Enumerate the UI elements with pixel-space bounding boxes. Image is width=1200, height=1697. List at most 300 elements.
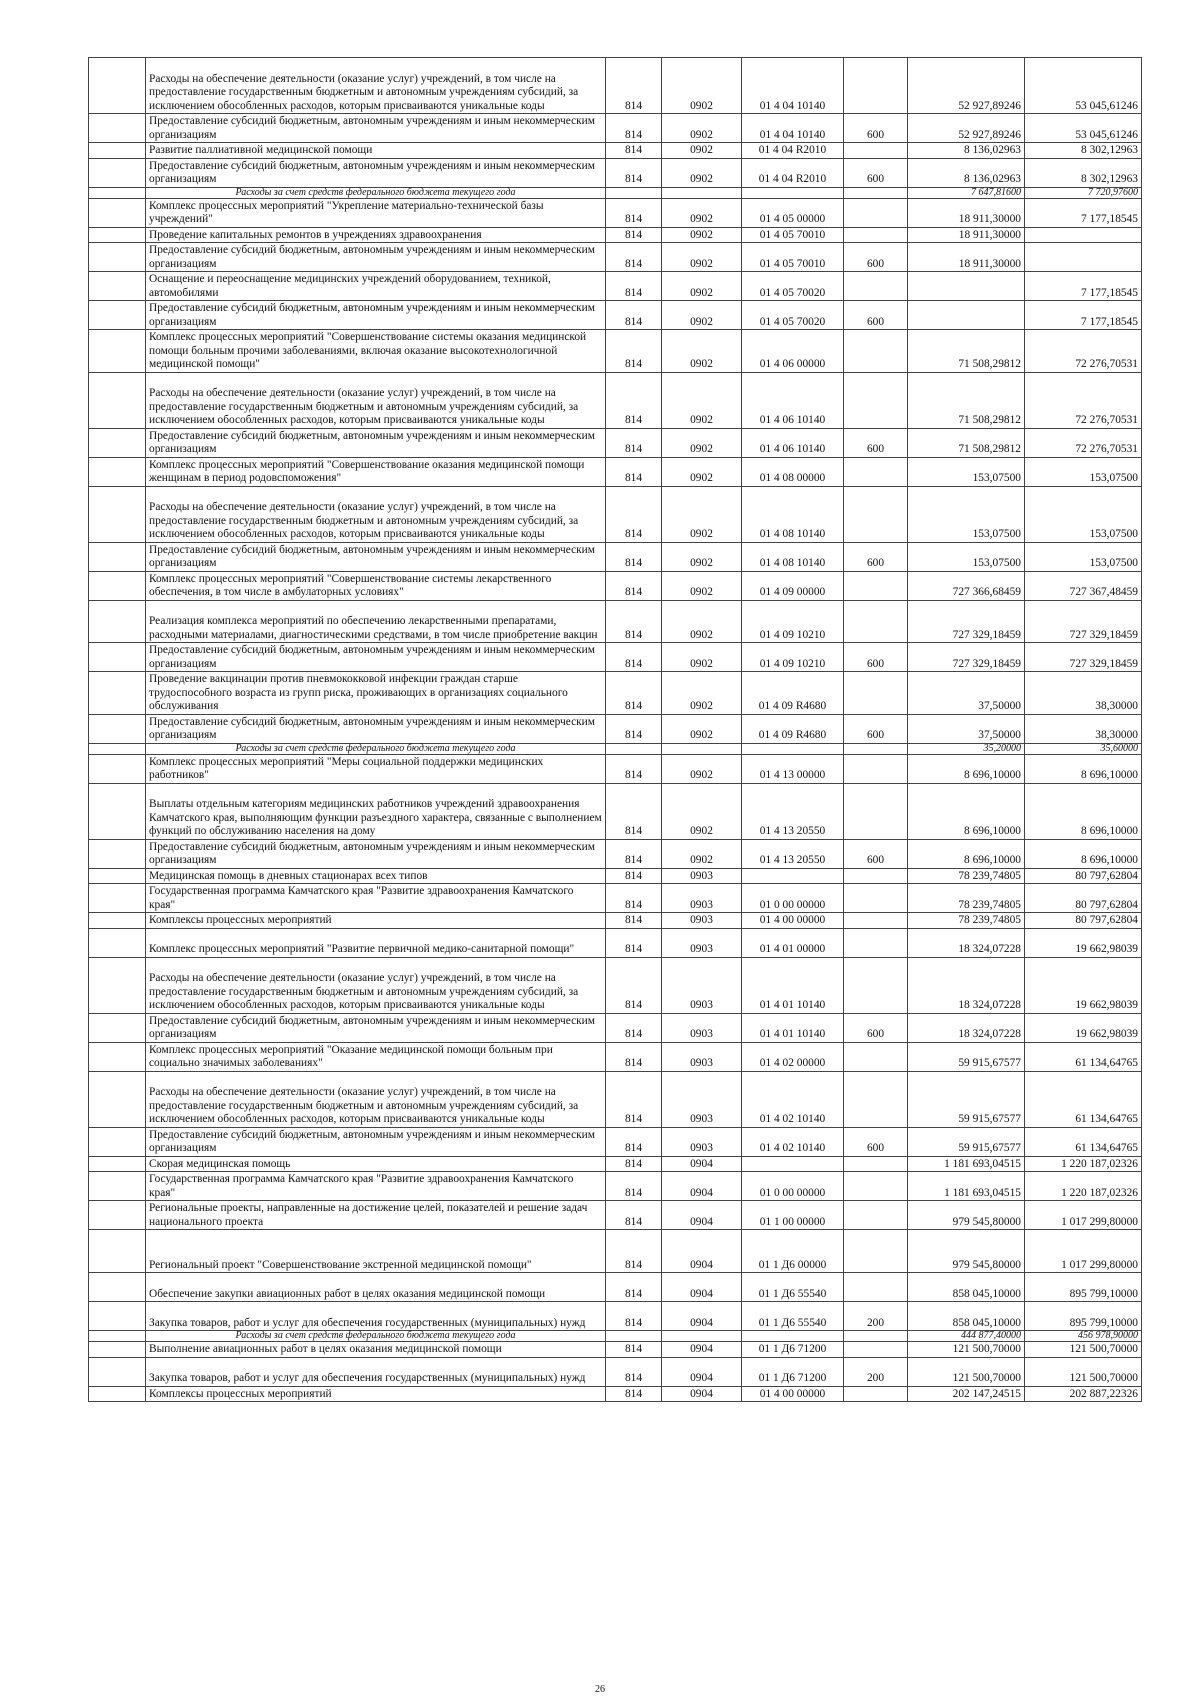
table-row (89, 600, 1142, 643)
row-amount-year2: 1 220 187,02326 (1025, 1156, 1142, 1172)
row-blank-cell (89, 643, 146, 672)
row-target-code: 01 4 09 10210 (742, 600, 844, 643)
row-expense-type (844, 1042, 908, 1071)
row-amount-year2: 1 017 299,80000 (1025, 1201, 1142, 1230)
row-description: Комплекс процессных мероприятий "Развитие первичной медико-санитарной помощи" (146, 928, 606, 957)
row-blank-cell (89, 1230, 146, 1273)
row-admin-code: 814 (606, 783, 662, 839)
row-target-code: 01 4 00 00000 (742, 913, 844, 929)
row-target-code: 01 4 13 00000 (742, 754, 844, 783)
row-amount-year2: 53 045,61246 (1025, 58, 1142, 114)
row-expense-type: 600 (844, 158, 908, 187)
row-expense-type (844, 1386, 908, 1402)
federal-budget-row (89, 1331, 1142, 1342)
page-number: 26 (595, 1684, 605, 1695)
row-amount-year1: 727 329,18459 (908, 643, 1025, 672)
row-admin-code: 814 (606, 1013, 662, 1042)
row-section-code: 0902 (662, 643, 742, 672)
table-row (89, 1172, 1142, 1201)
row-amount-year2: 80 797,62804 (1025, 868, 1142, 884)
row-target-code (742, 1156, 844, 1172)
row-amount-year1: 7 647,81600 (908, 187, 1025, 198)
row-blank-cell (89, 672, 146, 715)
row-target-code: 01 4 01 10140 (742, 1013, 844, 1042)
row-amount-year1: 59 915,67577 (908, 1071, 1025, 1127)
row-amount-year1: 858 045,10000 (908, 1273, 1025, 1302)
table-row (89, 198, 1142, 227)
row-amount-year1: 37,50000 (908, 714, 1025, 743)
row-blank-cell (89, 1386, 146, 1402)
row-target-code (742, 743, 844, 754)
row-expense-type: 600 (844, 542, 908, 571)
row-admin-code (606, 187, 662, 198)
row-section-code: 0903 (662, 1042, 742, 1071)
row-amount-year1: 8 696,10000 (908, 839, 1025, 868)
row-section-code: 0904 (662, 1273, 742, 1302)
row-target-code: 01 4 05 70020 (742, 272, 844, 301)
row-amount-year1: 18 911,30000 (908, 243, 1025, 272)
row-expense-type (844, 272, 908, 301)
row-expense-type (844, 754, 908, 783)
table-row (89, 457, 1142, 486)
table-row (89, 571, 1142, 600)
row-section-code: 0904 (662, 1230, 742, 1273)
row-blank-cell (89, 714, 146, 743)
row-admin-code: 814 (606, 957, 662, 1013)
row-description: Предоставление субсидий бюджетным, автономным учреждениям и иным некоммерческим организациям (146, 114, 606, 143)
row-admin-code: 814 (606, 428, 662, 457)
row-description: Медицинская помощь в дневных стационарах всех типов (146, 868, 606, 884)
row-amount-year1: 18 324,07228 (908, 928, 1025, 957)
row-admin-code: 814 (606, 301, 662, 330)
row-amount-year2: 7 177,18545 (1025, 198, 1142, 227)
row-amount-year2: 19 662,98039 (1025, 1013, 1142, 1042)
row-target-code: 01 4 04 10140 (742, 114, 844, 143)
table-row (89, 542, 1142, 571)
table-row (89, 1342, 1142, 1358)
row-admin-code: 814 (606, 1302, 662, 1331)
table-row (89, 1386, 1142, 1402)
row-blank-cell (89, 571, 146, 600)
row-description: Государственная программа Камчатского края "Развитие здравоохранения Камчатского края" (146, 1172, 606, 1201)
row-blank-cell (89, 1071, 146, 1127)
row-amount-year1: 8 696,10000 (908, 754, 1025, 783)
row-amount-year1: 8 696,10000 (908, 783, 1025, 839)
row-expense-type (844, 1156, 908, 1172)
row-admin-code: 814 (606, 1156, 662, 1172)
row-description: Проведение вакцинации против пневмококковой инфекции граждан старше трудоспособного возраста из групп риска, проживающих в организациях социального обслуживания (146, 672, 606, 715)
row-blank-cell (89, 187, 146, 198)
row-admin-code: 814 (606, 571, 662, 600)
row-description: Выплаты отдельным категориям медицинских работников учреждений здравоохранения Камчатского края, выполняющим функции разъездного характера, связанные с выполнением функций по обслуживанию населения на дому (146, 783, 606, 839)
row-expense-type: 600 (844, 1013, 908, 1042)
row-target-code: 01 4 00 00000 (742, 1386, 844, 1402)
row-description: Предоставление субсидий бюджетным, автономным учреждениям и иным некоммерческим организациям (146, 839, 606, 868)
row-blank-cell (89, 272, 146, 301)
row-section-code: 0902 (662, 571, 742, 600)
row-amount-year2: 727 329,18459 (1025, 600, 1142, 643)
row-blank-cell (89, 1273, 146, 1302)
table-row (89, 672, 1142, 715)
row-amount-year2: 895 799,10000 (1025, 1273, 1142, 1302)
row-amount-year1: 1 181 693,04515 (908, 1172, 1025, 1201)
row-expense-type (844, 198, 908, 227)
row-expense-type (844, 672, 908, 715)
table-row (89, 227, 1142, 243)
row-admin-code: 814 (606, 884, 662, 913)
row-expense-type (844, 143, 908, 159)
table-row (89, 643, 1142, 672)
row-target-code: 01 4 05 00000 (742, 198, 844, 227)
row-section-code: 0903 (662, 868, 742, 884)
row-amount-year1: 202 147,24515 (908, 1386, 1025, 1402)
row-blank-cell (89, 1156, 146, 1172)
row-amount-year2: 153,07500 (1025, 457, 1142, 486)
row-expense-type (844, 1172, 908, 1201)
row-amount-year1: 71 508,29812 (908, 372, 1025, 428)
row-admin-code: 814 (606, 1042, 662, 1071)
row-amount-year1: 8 136,02963 (908, 143, 1025, 159)
row-amount-year1: 858 045,10000 (908, 1302, 1025, 1331)
table-row (89, 272, 1142, 301)
row-amount-year2: 153,07500 (1025, 542, 1142, 571)
row-amount-year2: 202 887,22326 (1025, 1386, 1142, 1402)
row-description: Расходы на обеспечение деятельности (оказание услуг) учреждений, в том числе на предоставление государственным бюджетным и автономным учреждениям субсидий, за исключением обособленных расходов, которым присваиваются уникальные коды (146, 1071, 606, 1127)
row-target-code: 01 4 05 70020 (742, 301, 844, 330)
row-amount-year2: 8 696,10000 (1025, 754, 1142, 783)
row-description: Предоставление субсидий бюджетным, автономным учреждениям и иным некоммерческим организациям (146, 643, 606, 672)
table-row (89, 1302, 1142, 1331)
row-amount-year2: 19 662,98039 (1025, 928, 1142, 957)
table-row (89, 428, 1142, 457)
row-description: Реализация комплекса мероприятий по обеспечению лекарственными препаратами, расходными материалами, диагностическими средствами, в том числе приобретение вакцин (146, 600, 606, 643)
row-admin-code: 814 (606, 600, 662, 643)
row-target-code: 01 4 05 70010 (742, 227, 844, 243)
row-amount-year2: 153,07500 (1025, 486, 1142, 542)
row-expense-type (844, 1342, 908, 1358)
row-expense-type (844, 187, 908, 198)
row-target-code: 01 4 04 R2010 (742, 158, 844, 187)
row-section-code: 0902 (662, 754, 742, 783)
row-expense-type: 600 (844, 243, 908, 272)
table-row (89, 1013, 1142, 1042)
row-description: Скорая медицинская помощь (146, 1156, 606, 1172)
row-target-code: 01 1 Д6 71200 (742, 1357, 844, 1386)
row-admin-code: 814 (606, 1201, 662, 1230)
row-blank-cell (89, 301, 146, 330)
table-row (89, 884, 1142, 913)
row-blank-cell (89, 114, 146, 143)
row-amount-year2: 80 797,62804 (1025, 913, 1142, 929)
row-amount-year2: 72 276,70531 (1025, 428, 1142, 457)
row-description: Оснащение и переоснащение медицинских учреждений оборудованием, техникой, автомобилями (146, 272, 606, 301)
row-blank-cell (89, 486, 146, 542)
row-admin-code: 814 (606, 868, 662, 884)
row-description: Предоставление субсидий бюджетным, автономным учреждениям и иным некоммерческим организациям (146, 158, 606, 187)
table-row (89, 372, 1142, 428)
row-expense-type: 200 (844, 1302, 908, 1331)
row-section-code: 0902 (662, 714, 742, 743)
table-row (89, 754, 1142, 783)
row-target-code (742, 868, 844, 884)
row-amount-year2: 1 220 187,02326 (1025, 1172, 1142, 1201)
row-section-code: 0902 (662, 672, 742, 715)
row-amount-year2: 8 696,10000 (1025, 839, 1142, 868)
row-section-code: 0904 (662, 1172, 742, 1201)
row-amount-year1: 153,07500 (908, 486, 1025, 542)
row-expense-type (844, 571, 908, 600)
row-amount-year2: 53 045,61246 (1025, 114, 1142, 143)
row-section-code: 0903 (662, 957, 742, 1013)
row-expense-type (844, 1071, 908, 1127)
row-description: Предоставление субсидий бюджетным, автономным учреждениям и иным некоммерческим организациям (146, 301, 606, 330)
row-description: Государственная программа Камчатского края "Развитие здравоохранения Камчатского края" (146, 884, 606, 913)
row-admin-code: 814 (606, 1230, 662, 1273)
row-amount-year2: 7 177,18545 (1025, 272, 1142, 301)
table-row (89, 928, 1142, 957)
row-description: Расходы на обеспечение деятельности (оказание услуг) учреждений, в том числе на предоставление государственным бюджетным и автономным учреждениям субсидий, за исключением обособленных расходов, которым присваиваются уникальные коды (146, 58, 606, 114)
table-row (89, 243, 1142, 272)
row-amount-year2: 1 017 299,80000 (1025, 1230, 1142, 1273)
row-description: Комплекс процессных мероприятий "Укрепление материально-технической базы учреждений" (146, 198, 606, 227)
row-amount-year1: 78 239,74805 (908, 884, 1025, 913)
row-target-code: 01 4 01 00000 (742, 928, 844, 957)
row-blank-cell (89, 227, 146, 243)
row-section-code: 0902 (662, 839, 742, 868)
row-target-code: 01 4 01 10140 (742, 957, 844, 1013)
row-description: Комплекс процессных мероприятий "Совершенствование системы лекарственного обеспечения, в том числе в амбулаторных условиях" (146, 571, 606, 600)
row-amount-year2: 727 367,48459 (1025, 571, 1142, 600)
row-blank-cell (89, 158, 146, 187)
row-expense-type (844, 1201, 908, 1230)
row-amount-year2: 61 134,64765 (1025, 1042, 1142, 1071)
row-description: Предоставление субсидий бюджетным, автономным учреждениям и иным некоммерческим организациям (146, 1013, 606, 1042)
row-blank-cell (89, 1127, 146, 1156)
row-amount-year2: 19 662,98039 (1025, 957, 1142, 1013)
row-amount-year2: 8 302,12963 (1025, 158, 1142, 187)
table-row (89, 714, 1142, 743)
row-description: Расходы на обеспечение деятельности (оказание услуг) учреждений, в том числе на предоставление государственным бюджетным и автономным учреждениям субсидий, за исключением обособленных расходов, которым присваиваются уникальные коды (146, 957, 606, 1013)
row-expense-type: 600 (844, 714, 908, 743)
row-expense-type: 600 (844, 301, 908, 330)
row-description: Региональные проекты, направленные на достижение целей, показателей и решение задач национального проекта (146, 1201, 606, 1230)
row-blank-cell (89, 1331, 146, 1342)
row-description: Закупка товаров, работ и услуг для обеспечения государственных (муниципальных) нужд (146, 1302, 606, 1331)
row-section-code: 0902 (662, 330, 742, 373)
row-section-code: 0904 (662, 1156, 742, 1172)
row-target-code: 01 4 09 10210 (742, 643, 844, 672)
row-admin-code: 814 (606, 542, 662, 571)
row-admin-code: 814 (606, 1342, 662, 1358)
row-amount-year2: 7 720,97600 (1025, 187, 1142, 198)
row-admin-code: 814 (606, 672, 662, 715)
row-blank-cell (89, 1042, 146, 1071)
row-admin-code: 814 (606, 272, 662, 301)
row-target-code: 01 4 08 10140 (742, 542, 844, 571)
row-amount-year2: 61 134,64765 (1025, 1127, 1142, 1156)
row-section-code: 0902 (662, 301, 742, 330)
row-section-code (662, 743, 742, 754)
table-row (89, 114, 1142, 143)
row-section-code (662, 187, 742, 198)
row-blank-cell (89, 743, 146, 754)
row-section-code: 0904 (662, 1302, 742, 1331)
row-amount-year2: 72 276,70531 (1025, 372, 1142, 428)
row-blank-cell (89, 839, 146, 868)
row-target-code: 01 4 13 20550 (742, 783, 844, 839)
row-blank-cell (89, 1342, 146, 1358)
row-amount-year1: 979 545,80000 (908, 1230, 1025, 1273)
row-blank-cell (89, 884, 146, 913)
table-row (89, 158, 1142, 187)
row-admin-code: 814 (606, 486, 662, 542)
row-expense-type (844, 913, 908, 929)
table-row (89, 1042, 1142, 1071)
table-row (89, 957, 1142, 1013)
row-target-code (742, 1331, 844, 1342)
row-description: Комплекс процессных мероприятий "Оказание медицинской помощи больным при социально значимых заболеваниях" (146, 1042, 606, 1071)
row-amount-year2: 121 500,70000 (1025, 1342, 1142, 1358)
row-amount-year2: 456 978,90000 (1025, 1331, 1142, 1342)
row-expense-type: 600 (844, 1127, 908, 1156)
row-expense-type (844, 1230, 908, 1273)
row-amount-year1: 78 239,74805 (908, 868, 1025, 884)
row-description: Предоставление субсидий бюджетным, автономным учреждениям и иным некоммерческим организациям (146, 714, 606, 743)
row-amount-year1: 18 911,30000 (908, 227, 1025, 243)
row-amount-year1: 8 136,02963 (908, 158, 1025, 187)
row-amount-year2 (1025, 227, 1142, 243)
row-section-code: 0903 (662, 1071, 742, 1127)
row-admin-code: 814 (606, 1071, 662, 1127)
row-description: Предоставление субсидий бюджетным, автономным учреждениям и иным некоммерческим организациям (146, 1127, 606, 1156)
row-admin-code: 814 (606, 714, 662, 743)
table-row (89, 1230, 1142, 1273)
row-blank-cell (89, 1357, 146, 1386)
row-target-code: 01 1 Д6 55540 (742, 1273, 844, 1302)
row-amount-year2: 35,60000 (1025, 743, 1142, 754)
row-amount-year1: 78 239,74805 (908, 913, 1025, 929)
row-amount-year2: 727 329,18459 (1025, 643, 1142, 672)
row-description: Комплекс процессных мероприятий "Меры социальной поддержки медицинских работников" (146, 754, 606, 783)
row-target-code: 01 4 02 10140 (742, 1127, 844, 1156)
row-target-code: 01 4 05 70010 (742, 243, 844, 272)
row-blank-cell (89, 372, 146, 428)
row-target-code: 01 4 13 20550 (742, 839, 844, 868)
row-blank-cell (89, 600, 146, 643)
row-target-code: 01 4 09 00000 (742, 571, 844, 600)
row-expense-type (844, 1331, 908, 1342)
row-section-code: 0904 (662, 1386, 742, 1402)
row-admin-code: 814 (606, 643, 662, 672)
row-admin-code: 814 (606, 372, 662, 428)
row-amount-year1: 71 508,29812 (908, 330, 1025, 373)
row-expense-type: 600 (844, 839, 908, 868)
row-amount-year1: 59 915,67577 (908, 1042, 1025, 1071)
row-description: Расходы за счет средств федерального бюджета текущего года (146, 743, 606, 754)
row-target-code: 01 1 Д6 00000 (742, 1230, 844, 1273)
row-expense-type (844, 1273, 908, 1302)
row-admin-code: 814 (606, 913, 662, 929)
row-target-code: 01 4 06 00000 (742, 330, 844, 373)
row-amount-year2: 8 696,10000 (1025, 783, 1142, 839)
table-row (89, 913, 1142, 929)
row-section-code: 0902 (662, 783, 742, 839)
row-blank-cell (89, 913, 146, 929)
row-description: Расходы за счет средств федерального бюджета текущего года (146, 1331, 606, 1342)
table-row (89, 143, 1142, 159)
row-blank-cell (89, 198, 146, 227)
row-admin-code: 814 (606, 839, 662, 868)
table-row (89, 1127, 1142, 1156)
row-blank-cell (89, 1172, 146, 1201)
row-expense-type (844, 486, 908, 542)
row-blank-cell (89, 754, 146, 783)
row-description: Проведение капитальных ремонтов в учреждениях здравоохранения (146, 227, 606, 243)
row-blank-cell (89, 1302, 146, 1331)
row-expense-type: 600 (844, 643, 908, 672)
row-section-code: 0902 (662, 542, 742, 571)
row-amount-year1: 153,07500 (908, 542, 1025, 571)
row-section-code: 0902 (662, 486, 742, 542)
row-description: Комплексы процессных мероприятий (146, 1386, 606, 1402)
row-blank-cell (89, 1201, 146, 1230)
row-amount-year2: 80 797,62804 (1025, 884, 1142, 913)
row-expense-type (844, 868, 908, 884)
budget-table (88, 57, 1142, 1402)
row-amount-year1: 727 366,68459 (908, 571, 1025, 600)
row-target-code: 01 4 08 00000 (742, 457, 844, 486)
row-admin-code: 814 (606, 1127, 662, 1156)
row-description: Расходы за счет средств федерального бюджета текущего года (146, 187, 606, 198)
row-blank-cell (89, 783, 146, 839)
table-row (89, 301, 1142, 330)
row-description: Обеспечение закупки авиационных работ в целях оказания медицинской помощи (146, 1273, 606, 1302)
row-expense-type (844, 743, 908, 754)
row-amount-year2: 38,30000 (1025, 672, 1142, 715)
row-target-code: 01 4 06 10140 (742, 428, 844, 457)
row-blank-cell (89, 428, 146, 457)
federal-budget-row (89, 187, 1142, 198)
row-amount-year2: 7 177,18545 (1025, 301, 1142, 330)
row-blank-cell (89, 868, 146, 884)
row-admin-code: 814 (606, 1386, 662, 1402)
row-blank-cell (89, 243, 146, 272)
row-section-code: 0904 (662, 1342, 742, 1358)
row-description: Комплекс процессных мероприятий "Совершенствование системы оказания медицинской помощи больным прочими заболеваниями, включая оказание высокотехнологичной медицинской помощи" (146, 330, 606, 373)
table-row (89, 1071, 1142, 1127)
row-description: Выполнение авиационных работ в целях оказания медицинской помощи (146, 1342, 606, 1358)
row-expense-type (844, 372, 908, 428)
row-section-code: 0903 (662, 884, 742, 913)
row-description: Предоставление субсидий бюджетным, автономным учреждениям и иным некоммерческим организациям (146, 542, 606, 571)
row-admin-code: 814 (606, 198, 662, 227)
row-amount-year1: 979 545,80000 (908, 1201, 1025, 1230)
row-amount-year1 (908, 272, 1025, 301)
row-expense-type (844, 58, 908, 114)
row-expense-type (844, 957, 908, 1013)
row-section-code: 0902 (662, 198, 742, 227)
row-admin-code (606, 743, 662, 754)
row-expense-type (844, 227, 908, 243)
table-row (89, 1357, 1142, 1386)
row-target-code: 01 4 02 00000 (742, 1042, 844, 1071)
row-amount-year2: 895 799,10000 (1025, 1302, 1142, 1331)
row-amount-year1: 18 911,30000 (908, 198, 1025, 227)
row-description: Расходы на обеспечение деятельности (оказание услуг) учреждений, в том числе на предоставление государственным бюджетным и автономным учреждениям субсидий, за исключением обособленных расходов, которым присваиваются уникальные коды (146, 372, 606, 428)
row-admin-code: 814 (606, 158, 662, 187)
row-amount-year2: 121 500,70000 (1025, 1357, 1142, 1386)
row-section-code: 0902 (662, 114, 742, 143)
